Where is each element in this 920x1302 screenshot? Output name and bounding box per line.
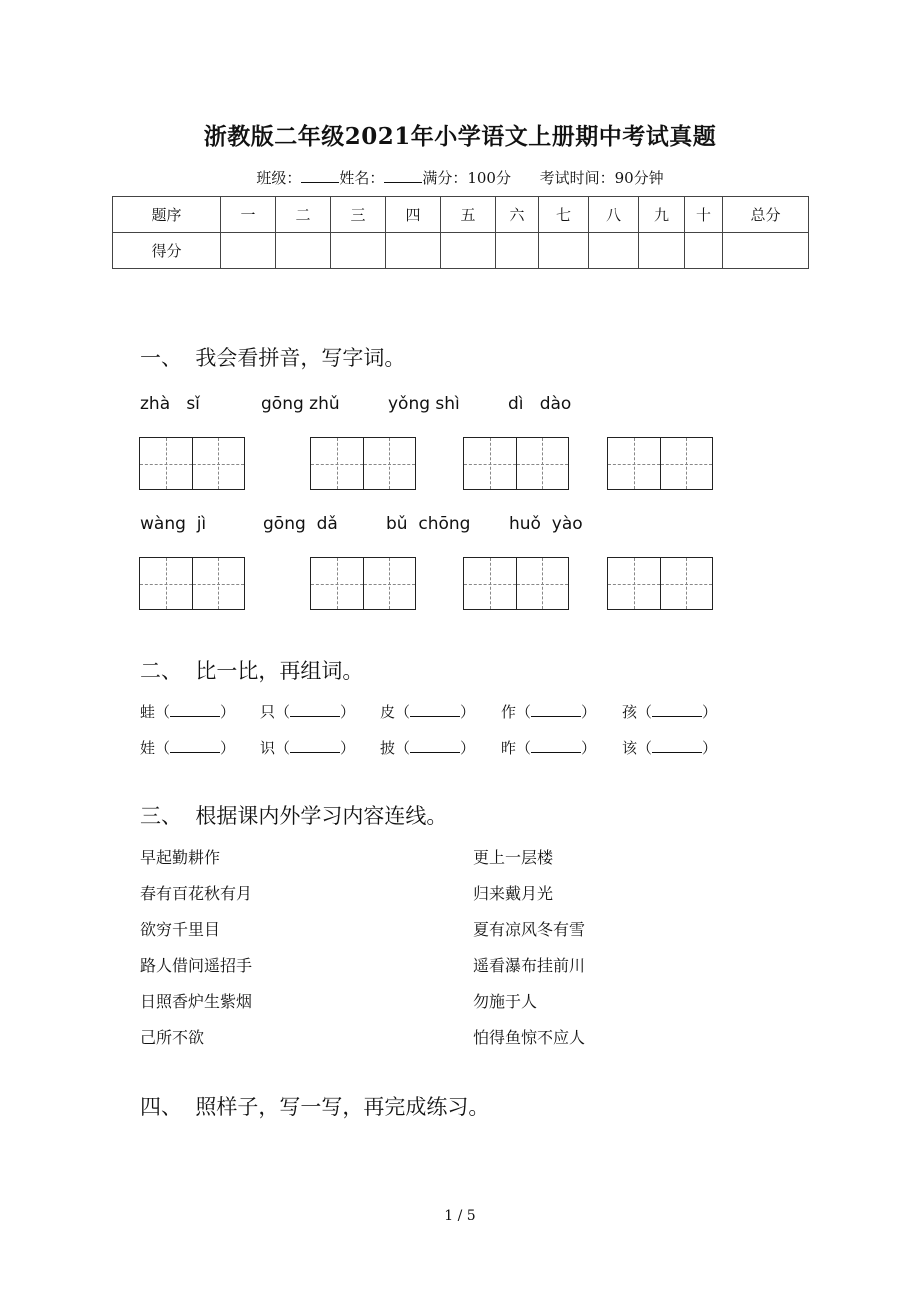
section4-heading: 四、 照样子，写一写，再完成练习。 bbox=[140, 1095, 490, 1119]
compare-item: 娃（ ） bbox=[140, 739, 236, 757]
writing-box[interactable] bbox=[139, 557, 245, 610]
score-cell[interactable] bbox=[386, 233, 441, 269]
match-right-item[interactable]: 勿施于人 bbox=[473, 992, 538, 1011]
pinyin-label: bǔ chōng bbox=[386, 514, 471, 534]
match-right-item[interactable]: 夏有凉风冬有雪 bbox=[473, 920, 586, 939]
compare-char: 孩 bbox=[622, 703, 638, 721]
section1-heading: 一、 我会看拼音，写字词。 bbox=[140, 346, 406, 370]
pinyin-label: zhà sǐ bbox=[140, 394, 200, 414]
match-left-item[interactable]: 早起勤耕作 bbox=[140, 848, 221, 867]
match-right-item[interactable]: 怕得鱼惊不应人 bbox=[473, 1028, 586, 1047]
compare-item: 昨（ ） bbox=[501, 739, 597, 757]
writing-box[interactable] bbox=[139, 437, 245, 490]
compare-item: 蛙（ ） bbox=[140, 703, 236, 721]
tian-cell[interactable] bbox=[311, 558, 363, 609]
score-cell[interactable] bbox=[589, 233, 639, 269]
score-table-score-row bbox=[113, 233, 809, 269]
pinyin-label: yǒng shì bbox=[388, 394, 460, 414]
match-left-item[interactable]: 路人借问遥招手 bbox=[140, 956, 253, 975]
match-left-item[interactable]: 日照香炉生紫烟 bbox=[140, 992, 253, 1011]
score-cell[interactable] bbox=[331, 233, 386, 269]
compare-char: 作 bbox=[501, 703, 517, 721]
tian-cell[interactable] bbox=[660, 438, 713, 489]
writing-box[interactable] bbox=[310, 437, 416, 490]
compare-item: 只（ ） bbox=[260, 703, 356, 721]
answer-blank[interactable] bbox=[290, 704, 340, 717]
writing-box[interactable] bbox=[607, 557, 713, 610]
name-label: 姓名： bbox=[339, 169, 385, 187]
score-label: 满分：100分 bbox=[422, 169, 511, 187]
tian-cell[interactable] bbox=[608, 438, 660, 489]
compare-char: 昨 bbox=[501, 739, 517, 757]
answer-blank[interactable] bbox=[170, 704, 220, 717]
pinyin-label: gōng zhǔ bbox=[261, 394, 340, 414]
match-left-item[interactable]: 欲穷千里目 bbox=[140, 920, 221, 939]
pinyin-label: gōng dǎ bbox=[263, 514, 338, 534]
table-header-cell: 总分 bbox=[723, 197, 809, 233]
writing-box[interactable] bbox=[463, 437, 569, 490]
section2-heading: 二、 比一比，再组词。 bbox=[140, 659, 364, 683]
pinyin-label: huǒ yào bbox=[509, 514, 583, 534]
compare-item: 披（ ） bbox=[380, 739, 476, 757]
match-right-item[interactable]: 归来戴月光 bbox=[473, 884, 554, 903]
tian-cell[interactable] bbox=[192, 558, 245, 609]
score-row-label: 得分 bbox=[113, 233, 221, 269]
page-title: 浙教版二年级2021年小学语文上册期中考试真题 bbox=[203, 123, 717, 150]
match-left-item[interactable]: 己所不欲 bbox=[140, 1028, 205, 1047]
tian-cell[interactable] bbox=[363, 438, 416, 489]
page-number: 1 / 5 bbox=[444, 1208, 476, 1224]
table-header-cell: 九 bbox=[639, 197, 685, 233]
compare-char: 蛙 bbox=[140, 703, 156, 721]
match-right-item[interactable]: 更上一层楼 bbox=[473, 848, 554, 867]
score-cell[interactable] bbox=[723, 233, 809, 269]
table-header-cell: 七 bbox=[539, 197, 589, 233]
table-header-cell: 题序 bbox=[113, 197, 221, 233]
tian-cell[interactable] bbox=[464, 558, 516, 609]
exam-info bbox=[0, 167, 920, 188]
writing-box[interactable] bbox=[310, 557, 416, 610]
score-cell[interactable] bbox=[685, 233, 723, 269]
tian-cell[interactable] bbox=[660, 558, 713, 609]
compare-char: 皮 bbox=[380, 703, 396, 721]
compare-item: 该（ ） bbox=[622, 739, 718, 757]
score-table-header-row bbox=[113, 197, 809, 233]
table-header-cell: 五 bbox=[441, 197, 496, 233]
tian-cell[interactable] bbox=[516, 558, 569, 609]
tian-cell[interactable] bbox=[516, 438, 569, 489]
tian-cell[interactable] bbox=[363, 558, 416, 609]
writing-box[interactable] bbox=[463, 557, 569, 610]
section3-heading: 三、 根据课内外学习内容连线。 bbox=[140, 804, 448, 828]
table-header-cell: 一 bbox=[221, 197, 276, 233]
answer-blank[interactable] bbox=[290, 740, 340, 753]
compare-char: 娃 bbox=[140, 739, 156, 757]
match-right-item[interactable]: 遥看瀑布挂前川 bbox=[473, 956, 586, 975]
score-cell[interactable] bbox=[276, 233, 331, 269]
score-cell[interactable] bbox=[441, 233, 496, 269]
answer-blank[interactable] bbox=[531, 740, 581, 753]
compare-item: 作（ ） bbox=[501, 703, 597, 721]
table-header-cell: 八 bbox=[589, 197, 639, 233]
score-cell[interactable] bbox=[639, 233, 685, 269]
time-label: 考试时间：90分钟 bbox=[539, 169, 664, 187]
tian-cell[interactable] bbox=[140, 558, 192, 609]
answer-blank[interactable] bbox=[652, 704, 702, 717]
answer-blank[interactable] bbox=[410, 704, 460, 717]
compare-char: 只 bbox=[260, 703, 276, 721]
answer-blank[interactable] bbox=[652, 740, 702, 753]
compare-char: 披 bbox=[380, 739, 396, 757]
compare-char: 该 bbox=[622, 739, 638, 757]
tian-cell[interactable] bbox=[311, 438, 363, 489]
answer-blank[interactable] bbox=[170, 740, 220, 753]
table-header-cell: 十 bbox=[685, 197, 723, 233]
score-table bbox=[112, 196, 809, 269]
table-header-cell: 二 bbox=[276, 197, 331, 233]
answer-blank[interactable] bbox=[410, 740, 460, 753]
answer-blank[interactable] bbox=[531, 704, 581, 717]
pinyin-label: dì dào bbox=[508, 394, 572, 414]
writing-box[interactable] bbox=[607, 437, 713, 490]
tian-cell[interactable] bbox=[608, 558, 660, 609]
compare-item: 识（ ） bbox=[260, 739, 356, 757]
table-header-cell: 四 bbox=[386, 197, 441, 233]
score-cell[interactable] bbox=[221, 233, 276, 269]
compare-item: 皮（ ） bbox=[380, 703, 476, 721]
match-left-item[interactable]: 春有百花秋有月 bbox=[140, 884, 253, 903]
table-header-cell: 三 bbox=[331, 197, 386, 233]
name-blank[interactable] bbox=[384, 169, 422, 183]
tian-cell[interactable] bbox=[464, 438, 516, 489]
tian-cell[interactable] bbox=[192, 438, 245, 489]
score-cell[interactable] bbox=[496, 233, 539, 269]
table-header-cell: 六 bbox=[496, 197, 539, 233]
compare-item: 孩（ ） bbox=[622, 703, 718, 721]
compare-char: 识 bbox=[260, 739, 276, 757]
class-blank[interactable] bbox=[301, 169, 339, 183]
class-label: 班级： bbox=[256, 169, 302, 187]
pinyin-label: wàng jì bbox=[140, 514, 207, 534]
score-cell[interactable] bbox=[539, 233, 589, 269]
tian-cell[interactable] bbox=[140, 438, 192, 489]
